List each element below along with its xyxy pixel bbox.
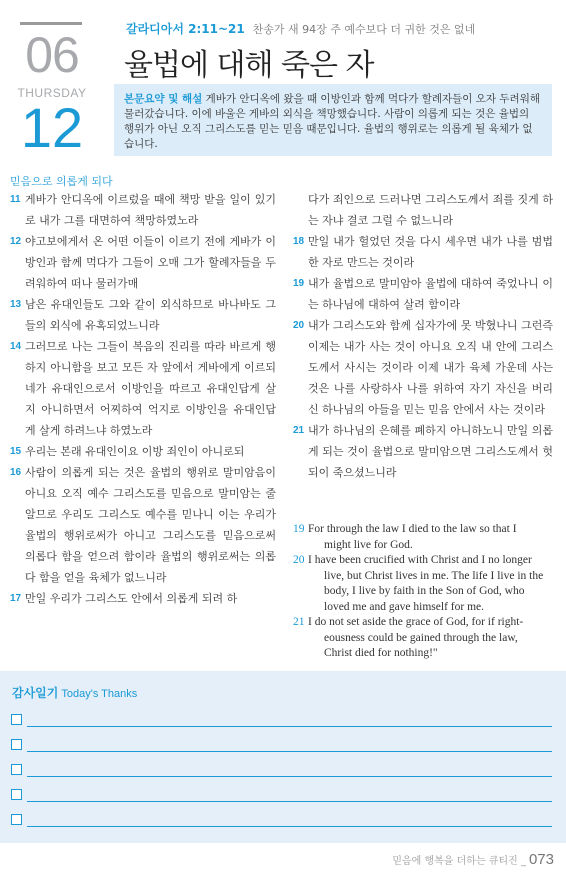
thanks-writing-line	[27, 751, 552, 752]
verse	[10, 462, 276, 588]
thanks-heading	[12, 684, 137, 701]
verse-text: 남은 유대인들도 그와 같이 외식하므로 바나바도 그들의 외식에 유혹되었느니라	[25, 298, 276, 332]
scripture-column-right	[293, 189, 553, 483]
english-verse-line: loved me and gave himself for me.	[324, 600, 484, 613]
english-verse-text	[308, 553, 553, 615]
verse	[293, 273, 553, 315]
verse-17-continued: 다가 죄인으로 드러나면 그리스도께서 죄를 짓게 하는 자냐 결코 그럴 수 없느니라	[308, 193, 553, 227]
thanks-label-en: Today's Thanks	[61, 688, 138, 700]
verse-text: 야고보에게서 온 어떤 이들이 이르기 전에 게바가 이방인과 함께 먹다가 그들이 오매 그가 할례자들을 두려워하여 떠나 물러가매	[25, 235, 276, 290]
verse	[293, 231, 553, 273]
verse-number: 18	[293, 236, 305, 247]
verse	[293, 420, 553, 483]
section-heading: 믿음으로 의롭게 되다	[10, 175, 113, 188]
thanks-checkbox[interactable]	[11, 739, 22, 750]
verse-number: 13	[10, 299, 22, 310]
verse-text: 만일 우리가 그리스도 안에서 의롭게 되려 하	[25, 592, 238, 605]
verse-number: 17	[10, 593, 22, 604]
date-divider	[20, 22, 82, 25]
verse	[10, 231, 276, 294]
english-verse-line: body, I live by faith in the Son of God, who	[324, 585, 525, 597]
thanks-entry[interactable]	[11, 814, 556, 828]
verse-text: 내가 율법으로 말미암아 율법에 대하여 죽었나니 이는 하나님에 대하여 살려 함이라	[308, 277, 553, 311]
english-verse	[293, 615, 553, 662]
thanks-checkbox[interactable]	[11, 789, 22, 800]
thanks-entry[interactable]	[11, 764, 556, 778]
thanks-journal	[0, 671, 566, 843]
hymn-reference: 찬송가 새 94장 주 예수보다 더 귀한 것은 없네	[252, 23, 476, 36]
verse-number: 12	[10, 236, 22, 247]
thanks-checkbox[interactable]	[11, 764, 22, 775]
english-verse	[293, 553, 553, 615]
weekday: THURSDAY	[17, 86, 87, 100]
thanks-writing-line	[27, 826, 552, 827]
english-verse	[293, 522, 553, 553]
verse-text: 사람이 의롭게 되는 것은 율법의 행위로 말미암음이 아니요 오직 예수 그리스도를 믿음으로 말미암는 줄 알므로 우리도 그리스도 예수를 믿나니 이는 우리가 율법의 행위로써가 아니고 그리스도를 믿음으로써 의롭다 함을 얻으려 함이라 율법의 행위로써는 의롭다 함을 얻을 육체가 없느니라	[25, 466, 276, 584]
thanks-entry[interactable]	[11, 739, 556, 753]
thanks-checkbox[interactable]	[11, 714, 22, 725]
english-verse-line: live, but Christ lives in me. The life I live in the	[324, 569, 544, 582]
page-number: 073	[528, 851, 554, 868]
footer-text: 믿음에 행복을 더하는 큐티진 _	[392, 856, 526, 867]
month-number: 06	[25, 27, 79, 83]
verse-text: 게바가 안디옥에 이르렀을 때에 책망 받을 일이 있기로 내가 그를 대면하여 책망하였노라	[25, 193, 276, 227]
verse	[10, 441, 276, 462]
thanks-writing-line	[27, 776, 552, 777]
thanks-entry[interactable]	[11, 714, 556, 728]
verse-number: 21	[293, 425, 305, 436]
summary-label: 본문요약 및 해설	[124, 93, 203, 105]
page-title: 율법에 대해 죽은 자	[124, 48, 374, 83]
verse	[10, 588, 276, 609]
thanks-label-ko: 감사일기	[12, 686, 59, 700]
verse-number: 15	[10, 446, 22, 457]
english-verse-number: 21	[293, 616, 305, 628]
thanks-writing-line	[27, 801, 552, 802]
verse	[10, 189, 276, 231]
english-verse-line: I have been crucified with Christ and I no longer	[308, 554, 532, 566]
page-footer	[392, 851, 554, 868]
english-verse-text	[308, 615, 553, 662]
verse-text: 우리는 본래 유대인이요 이방 죄인이 아니로되	[25, 445, 245, 458]
thanks-writing-line	[27, 726, 552, 727]
summary-text: 게바가 안디옥에 왔을 때 이방인과 함께 먹다가 할례자들이 오자 두려워해 물러갔습니다. 이에 바울은 게바의 외식을 책망했습니다. 사람이 의롭게 되는 것은 율법의 행위가 아닌 오직 그리스도를 믿는 믿음 때문입니다. 율법의 행위로는 의롭게 될 육체가 없습니다.	[124, 93, 540, 150]
verse	[10, 294, 276, 336]
thanks-checkbox[interactable]	[11, 814, 22, 825]
verse-number: 14	[10, 341, 22, 352]
verse-number: 19	[293, 278, 305, 289]
english-verse-line: I do not set aside the grace of God, for if right-	[308, 616, 524, 628]
scripture-reference: 갈라디아서 2:11~21	[126, 22, 245, 36]
verse-text: 내가 하나님의 은혜를 폐하지 아니하노니 만일 의롭게 되는 것이 율법으로 말미암으면 그리스도께서 헛되이 죽으셨느니라	[308, 424, 553, 479]
scripture-column-left	[10, 189, 276, 609]
english-verse-line: might live for God.	[324, 538, 413, 551]
english-verse-line: eousness could be gained through the law,	[324, 631, 518, 644]
verse-text: 만일 내가 헐었던 것을 다시 세우면 내가 나를 범법한 자로 만드는 것이라	[308, 235, 553, 269]
english-verse-text	[308, 522, 553, 553]
english-verses	[293, 522, 553, 662]
verse-number: 11	[10, 194, 21, 205]
verse	[293, 315, 553, 420]
thanks-entry[interactable]	[11, 789, 556, 803]
verse	[10, 336, 276, 441]
verse-number: 20	[293, 320, 305, 331]
english-verse-number: 20	[293, 554, 305, 566]
english-verse-number: 19	[293, 523, 305, 535]
verse-number: 16	[10, 467, 22, 478]
verse-text: 내가 그리스도와 함께 십자가에 못 박혔나니 그런즉 이제는 내가 사는 것이 아니요 오직 내 안에 그리스도께서 사시는 것이라 이제 내가 육체 가운데 사는 것은 나를 사랑하사 나를 위하여 자기 자신을 버리신 하나님의 아들을 믿는 믿음 안에서 사는 것이라	[308, 319, 553, 416]
verse-text: 그러므로 나는 그들이 복음의 진리를 따라 바르게 행하지 아니함을 보고 모든 자 앞에서 게바에게 이르되 네가 유대인으로서 이방인을 따르고 유대인답게 살지 아니하면서 어찌하여 억지로 이방인을 유대인답게 살게 하려느냐 하였노라	[25, 340, 276, 437]
scripture-reference-line	[126, 20, 475, 37]
summary-box	[114, 84, 552, 156]
day-number: 12	[20, 96, 84, 159]
english-verse-line: For through the law I died to the law so that I	[308, 523, 517, 535]
english-verse-line: Christ died for nothing!"	[324, 647, 438, 659]
